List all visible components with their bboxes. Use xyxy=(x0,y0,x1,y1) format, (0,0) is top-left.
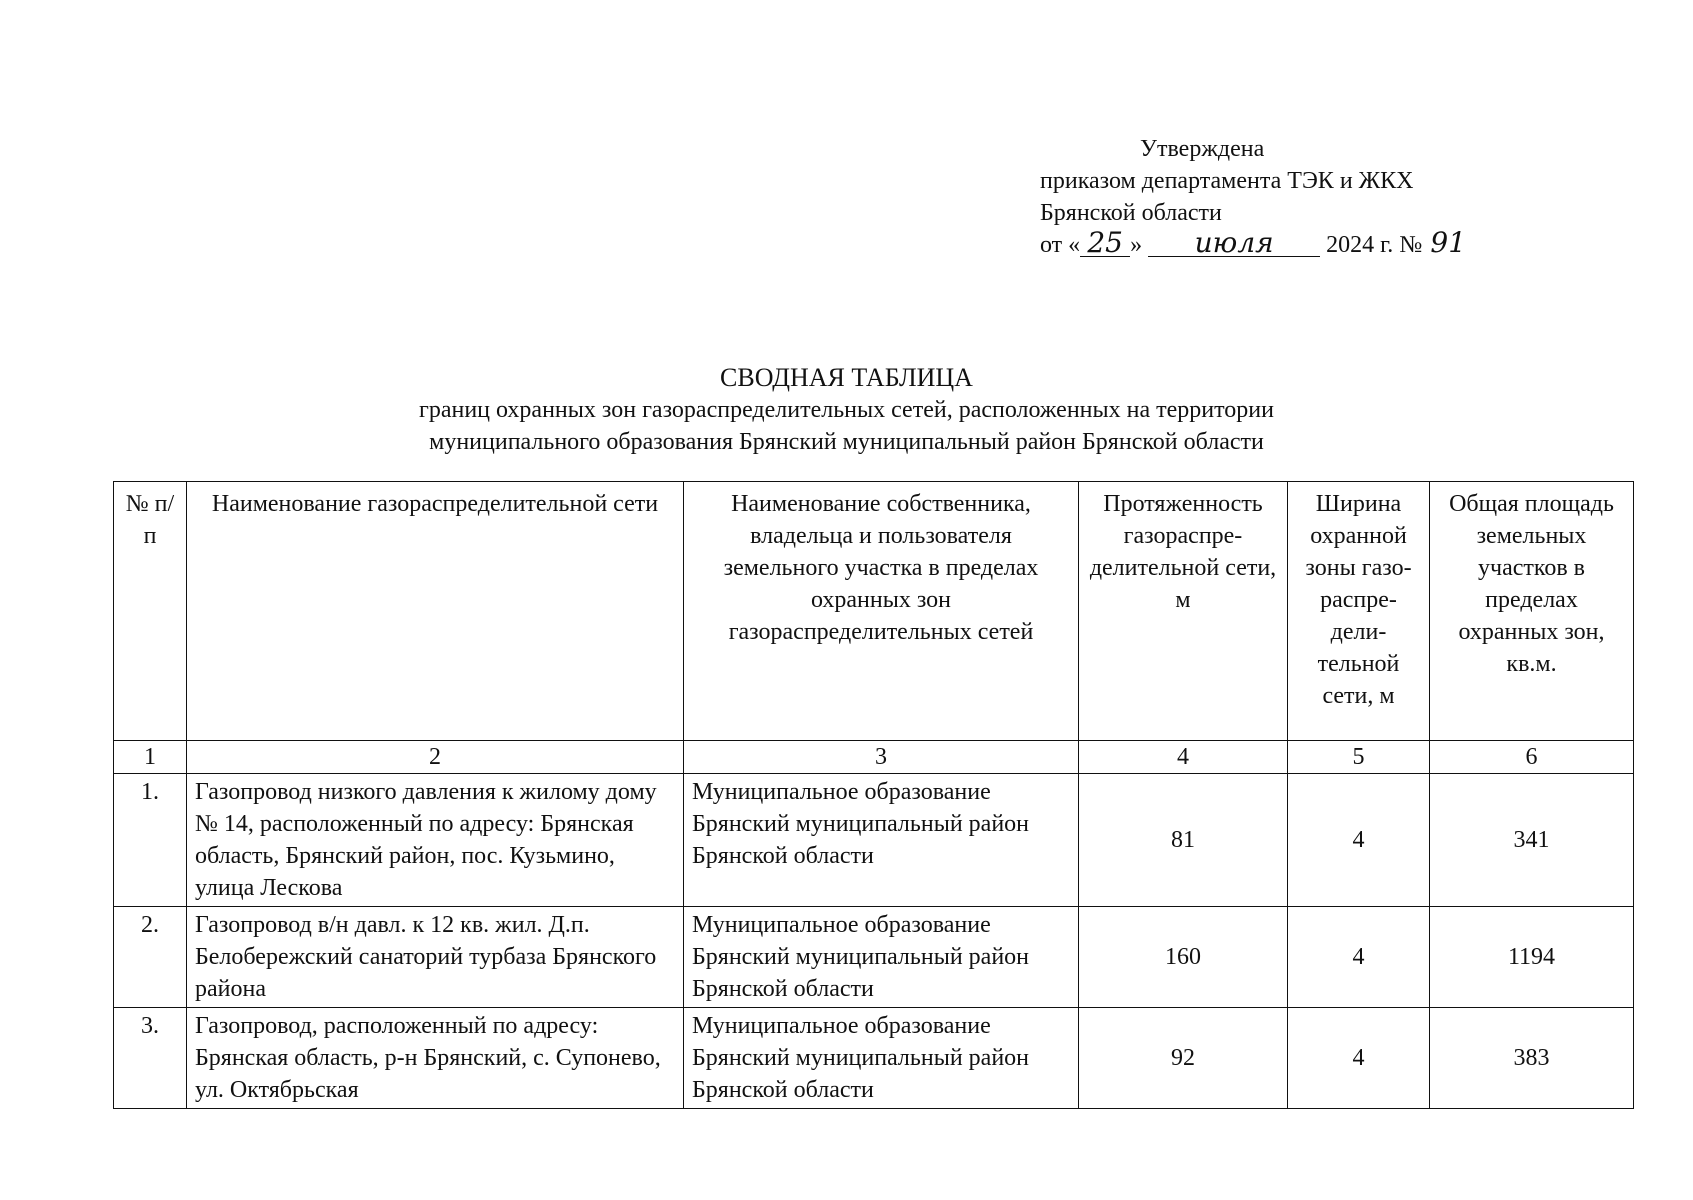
zone-width-cell: 4 xyxy=(1288,774,1430,907)
row-number: 2. xyxy=(114,907,187,1008)
zone-width-cell: 4 xyxy=(1288,1008,1430,1109)
document-title: СВОДНАЯ ТАБЛИЦА xyxy=(720,363,973,392)
date-quote-close: » xyxy=(1130,232,1143,258)
column-number: 4 xyxy=(1079,741,1288,774)
total-area-cell: 383 xyxy=(1430,1008,1634,1109)
header-length: Протяженность газораспре-делительной сети, м xyxy=(1079,482,1288,741)
network-name-cell: Газопровод низкого давления к жилому дому № 14, расположенный по адресу: Брянская область, Брянский район, пос. Кузьмино, улица Лескова xyxy=(187,774,684,907)
order-number-label: № xyxy=(1399,232,1423,258)
column-number: 5 xyxy=(1288,741,1430,774)
zone-width-cell: 4 xyxy=(1288,907,1430,1008)
total-area-cell: 1194 xyxy=(1430,907,1634,1008)
column-number: 6 xyxy=(1430,741,1634,774)
row-number: 1. xyxy=(114,774,187,907)
header-total-area: Общая площадь земельных участков в пределах охранных зон, кв.м. xyxy=(1430,482,1634,741)
approval-date-line xyxy=(1040,226,1520,261)
table-row xyxy=(114,1008,1634,1109)
network-name-cell: Газопровод в/н давл. к 12 кв. жил. Д.п. Белобережский санаторий турбаза Брянского района xyxy=(187,907,684,1008)
column-number: 3 xyxy=(684,741,1079,774)
approval-line-approved: Утверждена xyxy=(1140,136,1265,162)
handwritten-day: 25 xyxy=(1080,230,1130,257)
length-cell: 92 xyxy=(1079,1008,1288,1109)
owner-cell: Муниципальное образование Брянский муниципальный район Брянской области xyxy=(684,1008,1079,1109)
approval-block xyxy=(1040,133,1520,261)
owner-cell: Муниципальное образование Брянский муниципальный район Брянской области xyxy=(684,774,1079,907)
date-year: 2024 г. xyxy=(1326,232,1394,258)
header-owner: Наименование собственника, владельца и пользователя земельного участка в пределах охранных зон газораспределительных сетей xyxy=(684,482,1079,741)
handwritten-order-number: 91 xyxy=(1430,226,1467,259)
document-subtitle-line-1: границ охранных зон газораспределительных сетей, расположенных на территории xyxy=(419,397,1274,423)
table-row xyxy=(114,907,1634,1008)
length-cell: 160 xyxy=(1079,907,1288,1008)
row-number: 3. xyxy=(114,1008,187,1109)
total-area-cell: 341 xyxy=(1430,774,1634,907)
approval-line-order: приказом департамента ТЭК и ЖКХ xyxy=(1040,168,1414,194)
column-number: 1 xyxy=(114,741,187,774)
column-numbers-row xyxy=(114,741,1634,774)
document-subtitle-line-2: муниципального образования Брянский муниципальный район Брянской области xyxy=(429,429,1264,455)
summary-table xyxy=(113,481,1634,1109)
header-zone-width: Ширина охранной зоны газо-распре-дели-тельной сети, м xyxy=(1288,482,1430,741)
length-cell: 81 xyxy=(1079,774,1288,907)
header-number: № п/п xyxy=(114,482,187,741)
document-title-block xyxy=(0,362,1693,458)
table-row xyxy=(114,774,1634,907)
header-network-name: Наименование газораспределительной сети xyxy=(187,482,684,741)
table-header-row xyxy=(114,482,1634,741)
handwritten-month: июля xyxy=(1148,230,1320,257)
network-name-cell: Газопровод, расположенный по адресу: Брянская область, р-н Брянский, с. Супонево, ул. Октябрьская xyxy=(187,1008,684,1109)
owner-cell: Муниципальное образование Брянский муниципальный район Брянской области xyxy=(684,907,1079,1008)
approval-line-region: Брянской области xyxy=(1040,200,1222,226)
column-number: 2 xyxy=(187,741,684,774)
date-prefix: от « xyxy=(1040,232,1081,258)
